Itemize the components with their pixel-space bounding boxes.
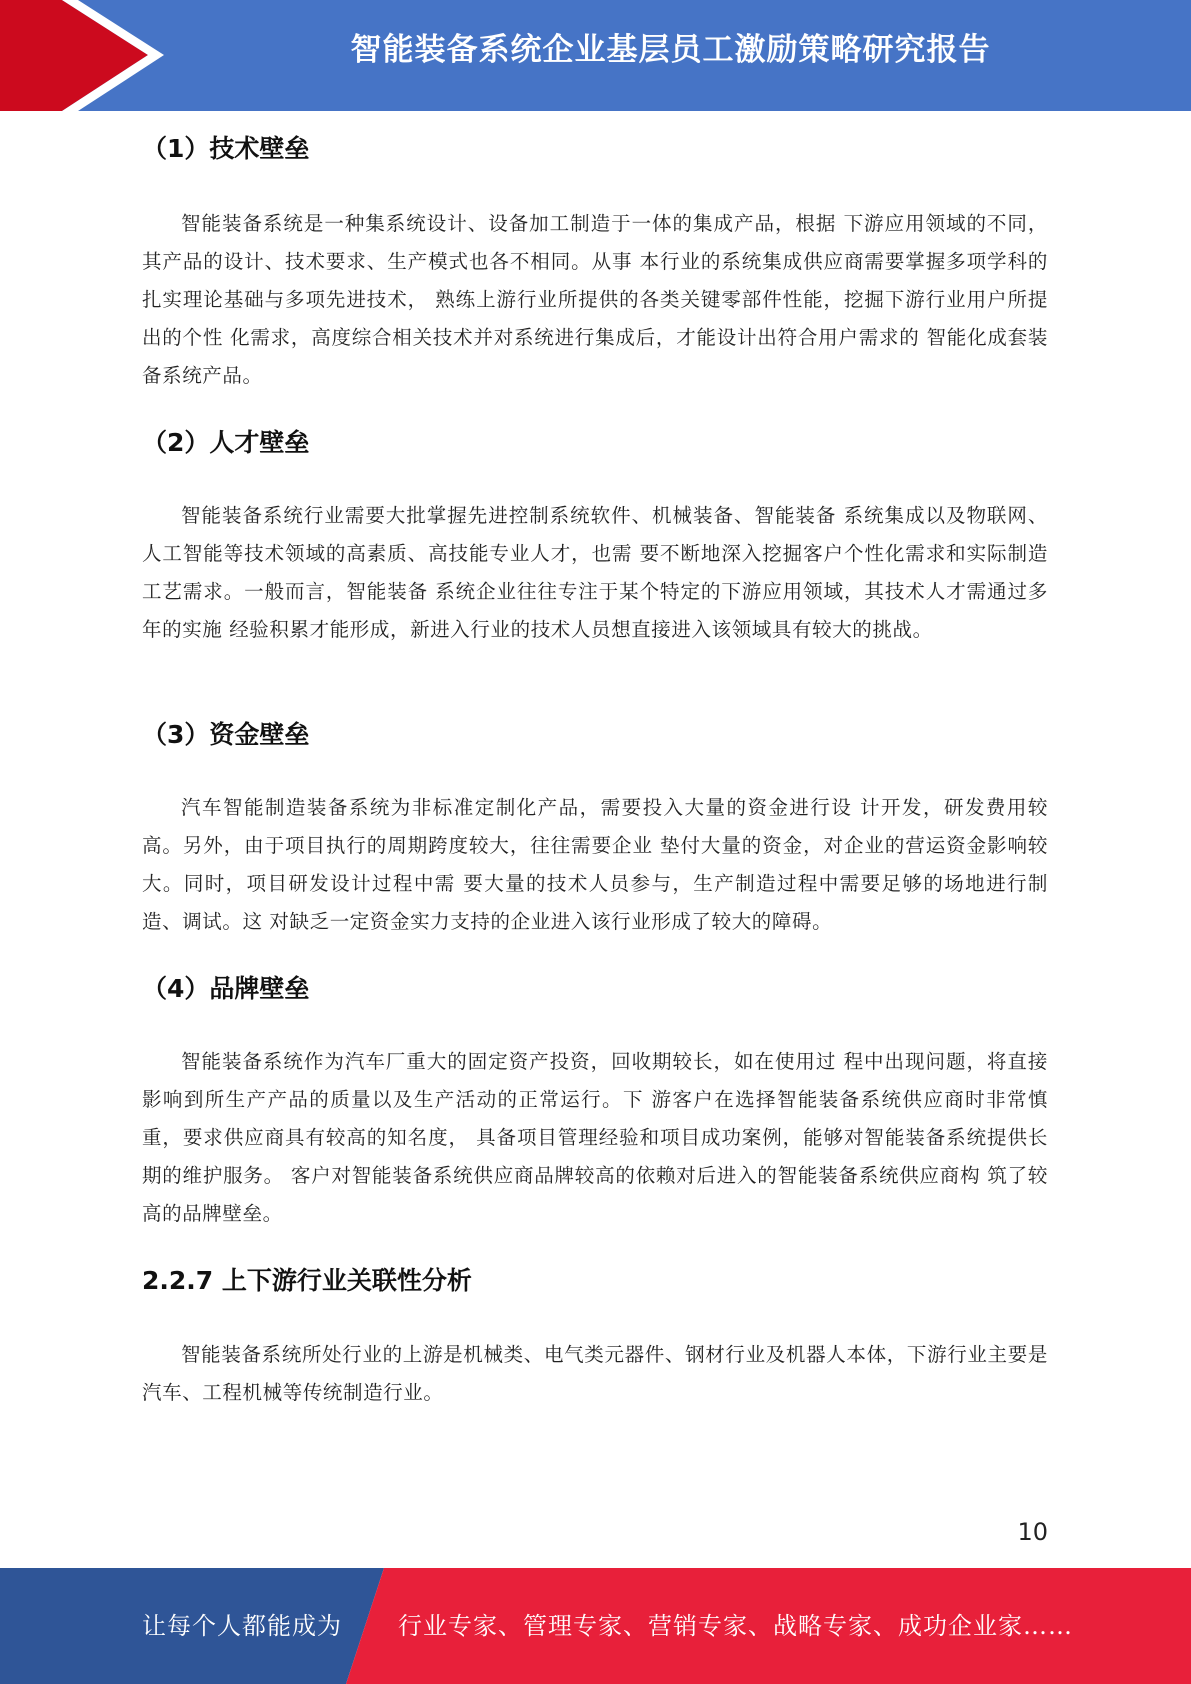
page-number: 10 [1017,1518,1048,1546]
section-heading-brand-barrier: （4）品牌壁垒 [142,974,310,1003]
section-heading-capital-barrier: （3）资金壁垒 [142,720,310,749]
section-heading-industry-chain: 2.2.7 上下游行业关联性分析 [142,1266,472,1295]
paragraph-brand-barrier: 智能装备系统作为汽车厂重大的固定资产投资，回收期较长，如在使用过 程中出现问题，将直接影响到所生产产品的质量以及生产活动的正常运行。下 游客户在选择智能装备系统供应商时非常慎重，要求供应商具有较高的知名度， 具备项目管理经验和项目成功案例，能够对智能装备系统提供长期的维护服务。 客户对智能装备系统供应商品牌较高的依赖对后进入的智能装备系统供应商构 筑了较高的品牌壁垒。 [142,1050,1048,1225]
section-heading-tech-barrier: （1）技术壁垒 [142,134,310,163]
section-heading-talent-barrier: （2）人才壁垒 [142,428,310,457]
footer-slogan-left: 让每个人都能成为 [142,1612,342,1640]
paragraph-tech-barrier: 智能装备系统是一种集系统设计、设备加工制造于一体的集成产品，根据 下游应用领域的不同，其产品的设计、技术要求、生产模式也各不相同。从事 本行业的系统集成供应商需要掌握多项学科的扎实理论基础与多项先进技术， 熟练上游行业所提供的各类关键零部件性能，挖掘下游行业用户所提出的个性 化需求，高度综合相关技术并对系统进行集成后，才能设计出符合用户需求的 智能化成套装备系统产品。 [142,212,1048,387]
report-title: 智能装备系统企业基层员工激励策略研究报告 [350,32,991,68]
paragraph-capital-barrier: 汽车智能制造装备系统为非标准定制化产品，需要投入大量的资金进行设 计开发，研发费用较高。另外，由于项目执行的周期跨度较大，往往需要企业 垫付大量的资金，对企业的营运资金影响较大。同时，项目研发设计过程中需 要大量的技术人员参与，生产制造过程中需要足够的场地进行制造、调试。这 对缺乏一定资金实力支持的企业进入该行业形成了较大的障碍。 [142,796,1048,933]
page-header [0,0,1191,111]
footer-slogan-right: 行业专家、管理专家、营销专家、战略专家、成功企业家…… [398,1612,1073,1640]
paragraph-industry-chain: 智能装备系统所处行业的上游是机械类、电气类元器件、钢材行业及机器人本体，下游行业主要是汽车、工程机械等传统制造行业。 [142,1343,1048,1404]
page-footer [0,1568,1191,1684]
paragraph-talent-barrier: 智能装备系统行业需要大批掌握先进控制系统软件、机械装备、智能装备 系统集成以及物联网、人工智能等技术领域的高素质、高技能专业人才，也需 要不断地深入挖掘客户个性化需求和实际制造工艺需求。一般而言，智能装备 系统企业往往专注于某个特定的下游应用领域，其技术人才需通过多年的实施 经验积累才能形成，新进入行业的技术人员想直接进入该领域具有较大的挑战。 [142,504,1048,641]
